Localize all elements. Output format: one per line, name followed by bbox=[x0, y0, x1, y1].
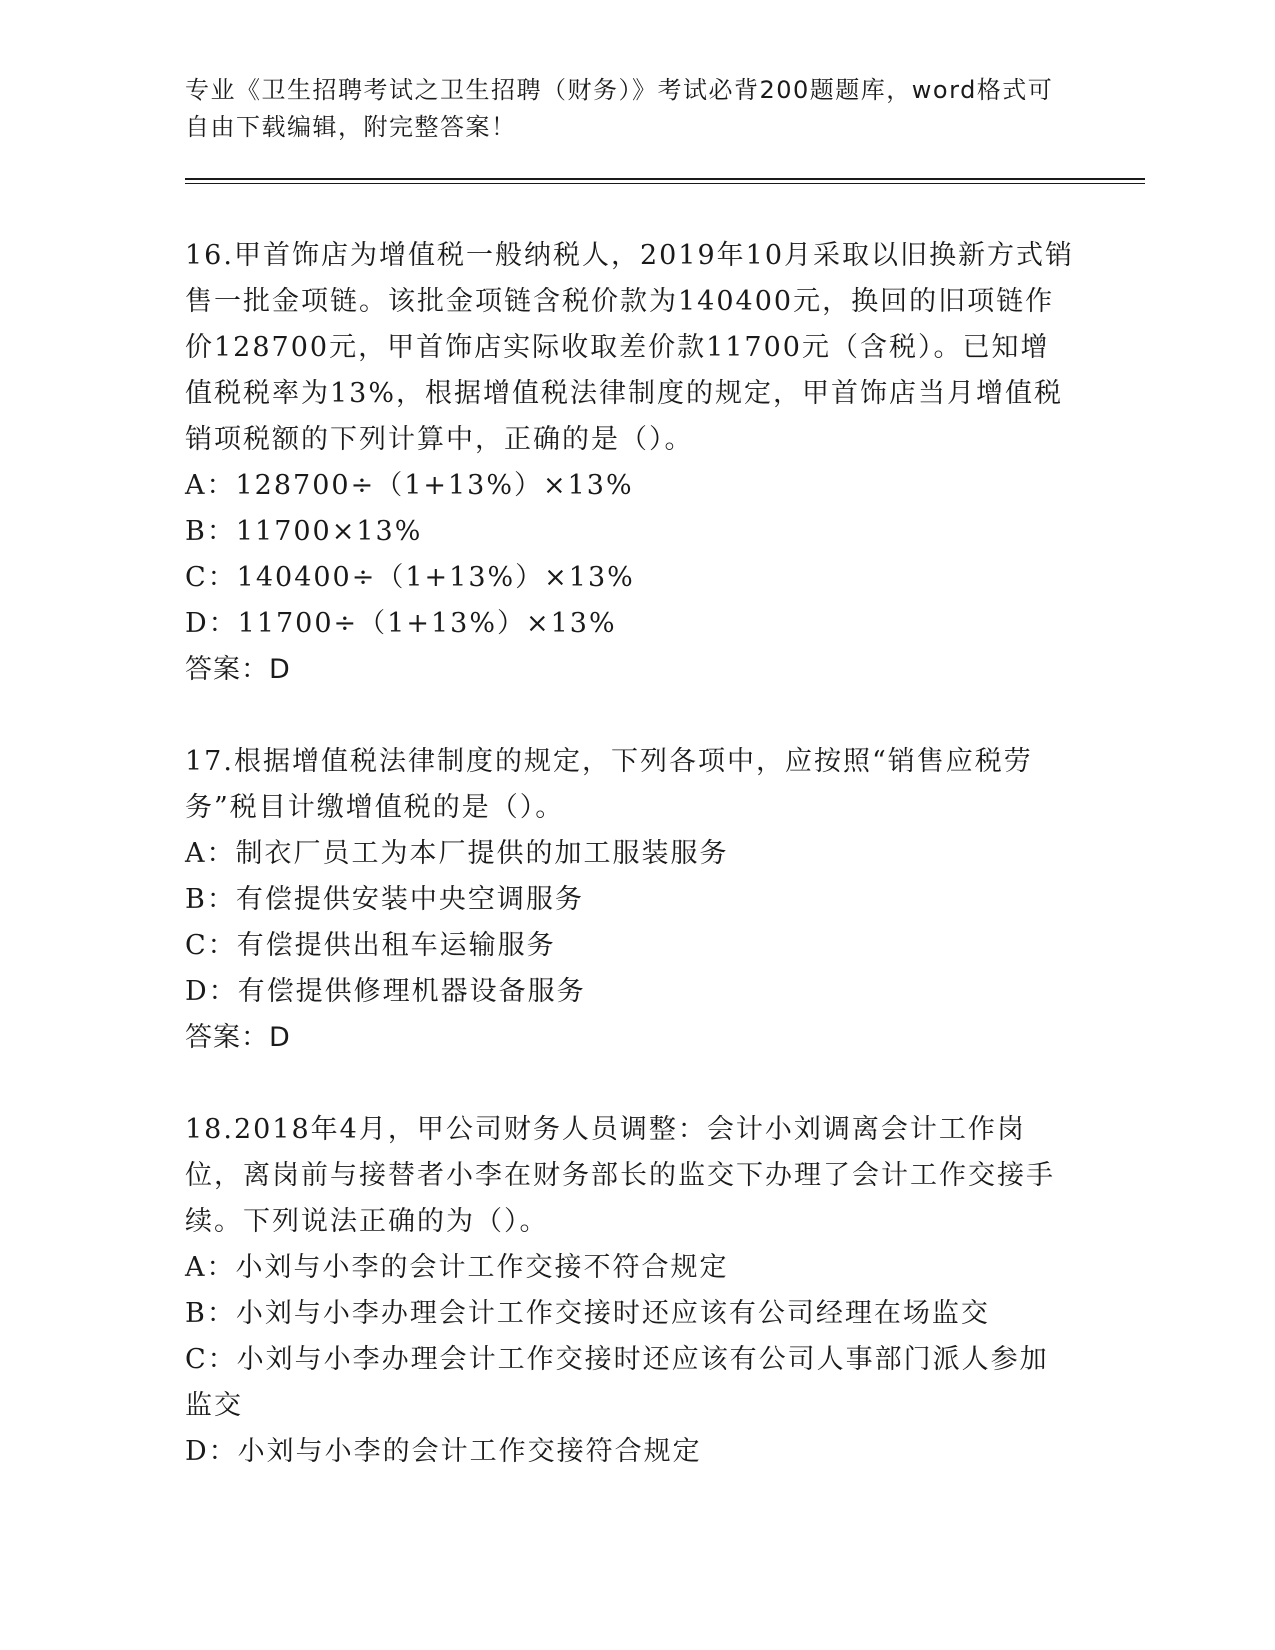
option-c: C：140400÷（1+13%）×13% bbox=[185, 562, 635, 593]
question-stem: 18.2018年4月，甲公司财务人员调整：会计小刘调离会计工作岗位，离岗前与接替者小李在财务部长的监交下办理了会计工作交接手续。下列说法正确的为（）。 bbox=[185, 1114, 1055, 1237]
question-spacer bbox=[185, 693, 1075, 739]
option-c: C：有偿提供出租车运输服务 bbox=[185, 930, 556, 961]
answer: 答案：D bbox=[185, 1022, 291, 1053]
question-17 bbox=[185, 739, 1075, 1061]
option-d: D：有偿提供修理机器设备服务 bbox=[185, 976, 586, 1007]
question-spacer bbox=[185, 1061, 1075, 1107]
option-a: A：小刘与小李的会计工作交接不符合规定 bbox=[185, 1252, 729, 1283]
question-18 bbox=[185, 1107, 1075, 1475]
document-header: 专业《卫生招聘考试之卫生招聘（财务）》考试必背200题题库，word格式可自由下载编辑，附完整答案！ bbox=[185, 76, 1054, 141]
option-d: D：11700÷（1+13%）×13% bbox=[185, 608, 617, 639]
option-d: D：小刘与小李的会计工作交接符合规定 bbox=[185, 1436, 702, 1467]
option-a: A：128700÷（1+13%）×13% bbox=[185, 470, 634, 501]
header-divider-thin bbox=[185, 183, 1145, 184]
question-list bbox=[185, 233, 1075, 1475]
question-16 bbox=[185, 233, 1075, 693]
option-b: B：11700×13% bbox=[185, 516, 423, 547]
header-divider-thick bbox=[185, 178, 1145, 180]
question-stem: 17.根据增值税法律制度的规定，下列各项中，应按照“销售应税劳务”税目计缴增值税的是（）。 bbox=[185, 746, 1033, 823]
option-a: A：制衣厂员工为本厂提供的加工服装服务 bbox=[185, 838, 729, 869]
option-c: C：小刘与小李办理会计工作交接时还应该有公司人事部门派人参加监交 bbox=[185, 1344, 1049, 1421]
option-b: B：有偿提供安装中央空调服务 bbox=[185, 884, 584, 915]
question-stem: 16.甲首饰店为增值税一般纳税人，2019年10月采取以旧换新方式销售一批金项链。该批金项链含税价款为140400元，换回的旧项链作价128700元，甲首饰店实际收取差价款11700元（含税）。已知增值税税率为13%，根据增值税法律制度的规定，甲首饰店当月增值税销项税额的下列计算中，正确的是（）。 bbox=[185, 240, 1075, 455]
option-b: B：小刘与小李办理会计工作交接时还应该有公司经理在场监交 bbox=[185, 1298, 990, 1329]
answer: 答案：D bbox=[185, 654, 291, 685]
